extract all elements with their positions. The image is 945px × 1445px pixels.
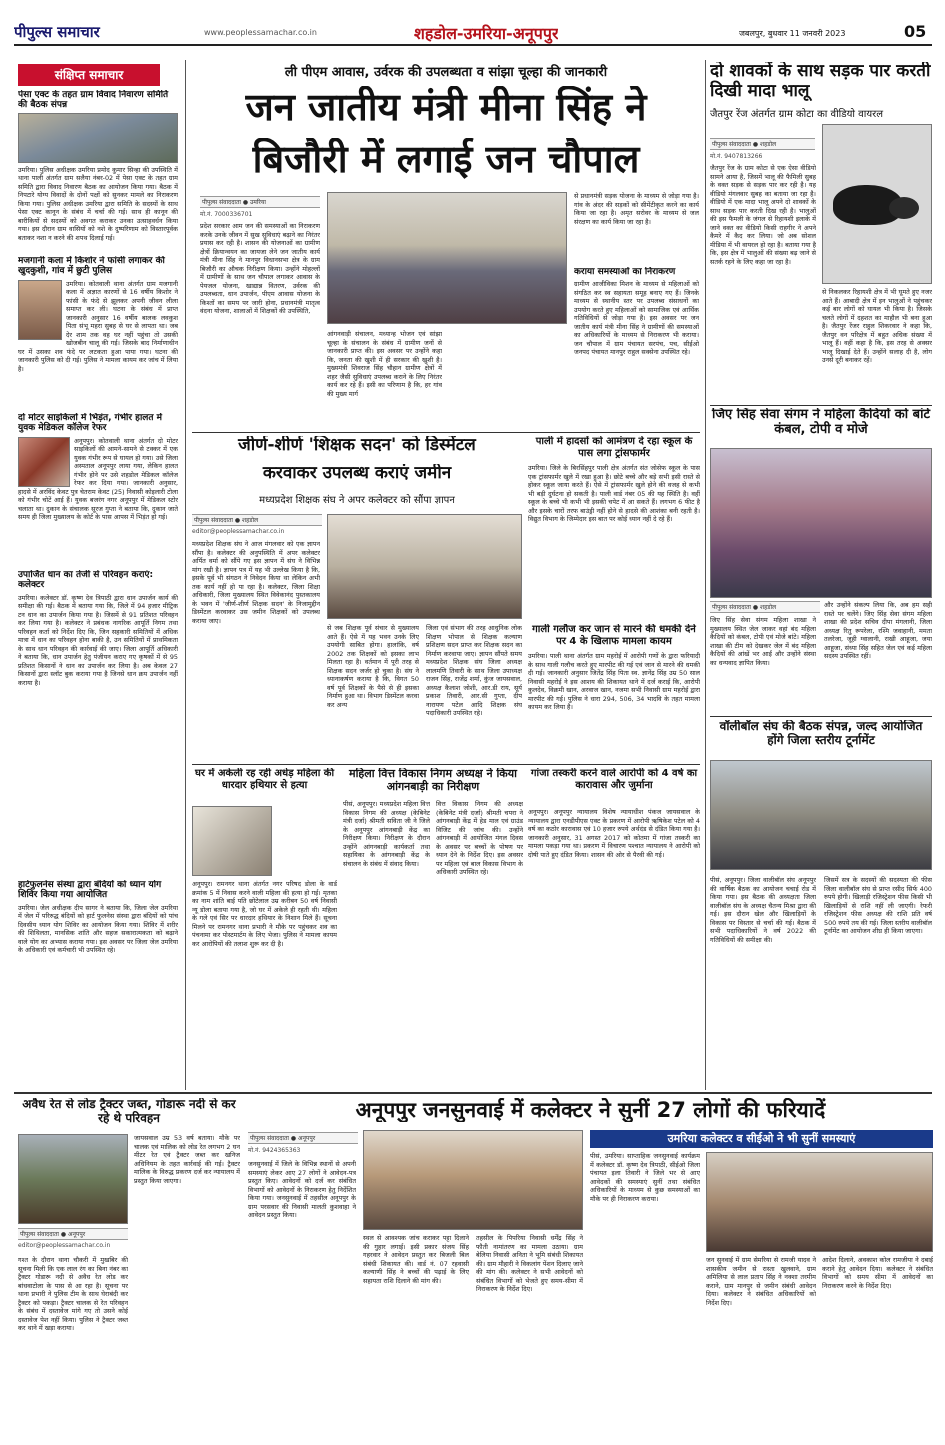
masthead-date: जबलपुर, बुधवार 11 जनवरी 2023 xyxy=(739,29,846,38)
jiyesingh-story xyxy=(710,408,932,713)
jiyesingh-body-2: और उन्होंने संकल्प लिया कि, अब हम सही रास्ते पर चलेंगे। जिए सिंह सेवा संगम महिला शाखा की प्रदेश सचिव दीपा मंगलानी, जिला अध्यक्ष रितु रूपरेला, रश्मि जवाहानी, ममता तलरेजा, जूही ग्वालानी, राखी आहूजा, जया आहूजा, संध्या सिंह सहित जेल एवं कई महिला सदस्य उपस्थित रहीं। xyxy=(824,601,932,660)
school-body-3: जिला एवं संभाग की तरह आधुनिक लोक शिक्षण भोपाल से शिक्षक कल्याण प्रशिक्षण सदन प्राप्त कर शिक्षक सदन का निर्माण करवाया जाए। ज्ञापन सौंपते समय मध्यप्रदेश शिक्षक संघ जिला अध्यक्ष लालमणि तिवारी के साथ जिला उपाध्यक्ष राजन सिंह, राजेंद्र शर्मा, कुंज जायसवाल, अध्यक्ष कैलाश जोशी, आर.डी राय, सूर्य प्रकाश तिवारी, आर.सी गुप्ता, दीप नारायण पटेल आदि शिक्षक संघ पदाधिकारी उपस्थित रहे। xyxy=(426,624,522,717)
lead-headline-2: बिजौरी में लगाई जन चौपाल xyxy=(252,138,640,181)
lead-body-1: प्रदेश सरकार आम जन की समस्याओं का निराकरण करके उनके जीवन में सुख सुविधाएं बढ़ाने का निरंतर प्रयास कर रही है। शासन की योजनाओं का ग्रामीण क्षेत्रों क्रियान्वयन का जायजा लेने जन जातीय कार्य मंत्री मीना सिंह ने मानपुर विधानसभा क्षेत्र के ग्राम बिजौरी का औचक निरीक्षण किया। उन्होंने मोहल्लों में ग्रामीणों के साथ जन चौपाल लगाकर आवास के पेयजल योजना, खाद्यान्न वितरण, उर्वरक की उपलब्धता, धान उपार्जन, पीएम आवास योजना के किश्तों का समय पर जारी होना, प्रधानमंत्री मातृत्व वंदना योजना, शालाओं में शिक्षकों की उपस्थिति, xyxy=(200,222,320,315)
sankshipt-head-5: हार्टफुलनेस संस्था द्वारा बंदियों को ध्यान योग शिविर किया गया आयोजित xyxy=(18,880,162,901)
bear-photo xyxy=(822,124,932,284)
sankshipt-head-4: उपार्जित धान का तेजी से परिवहन कराएं: कलेक्टर xyxy=(18,570,154,591)
anganwadi-body-2: वित्त विकास निगम की अध्यक्ष (केबिनेट मंत्री दर्जा) श्रीमती चपरा ने आंगनबाड़ी केंद्र में हेड माल एवं ग्राउंड विजिट की जांच की। उन्होंने आंगनबाड़ी में आयोजित मंगल दिवस के अवसर पर बच्चों के पोषण पर ध्यान देने के निर्देश दिए। इस अवसर पर महिला एवं बाल विकास विभाग के अधिकारी उपस्थित रहे। xyxy=(436,800,523,876)
accident-photo xyxy=(18,437,70,487)
sand-email[interactable]: editor@peoplessamachar.co.in xyxy=(18,1242,111,1249)
bear-headline: दो शावकों के साथ सड़क पार करती दिखी मादा भालू xyxy=(710,62,931,101)
threat-headline: गाली गलौज कर जान से मारने की धमकी देने पर 4 के खिलाफ मामला कायम xyxy=(532,624,696,647)
school-story xyxy=(192,436,522,761)
masthead-website[interactable]: www.peoplessamachar.co.in xyxy=(204,28,317,37)
bear-credit: पीपुल्स संवाददाता ● शहडोल xyxy=(710,138,815,150)
bear-body-2: से निकलकर रिहायशी क्षेत्र में भी घूमते हुए नजर आते हैं। आबादी क्षेत्र में इन भालुओं ने पहुंचकर कई बार लोगों को घायल भी किया है। जिसके चलते लोगों में दहशत का माहौल भी बना हुआ है। जैतपुर रेंजर राहुल शिकरवार ने कहा कि, जैतपुर वन परिक्षेत्र में बहुत अधिक संख्या में भालू हैं। वहीं कहा है कि, इस तरह से अक्सर भालू दिखाई देते हैं। उन्होंने सलाह दी है, लोग उनसे दूरी बनाकर रहें। xyxy=(822,288,932,364)
ganja-headline: गांजा तस्करी करने वाले आरोपी को 4 वर्ष का कारावास और जुर्माना xyxy=(530,768,698,791)
masthead-edition: शहडोल-उमरिया-अनूपपुर xyxy=(414,24,559,43)
lead-body-4: ग्रामीण आजीविका मिशन के माध्यम से महिलाओं को संगठित कर स्व सहायता समूह बनाए गए हैं। जिनके माध्यम से स्थानीय स्तर पर उपलब्ध संसाधनों का उपयोग करते हुए महिलाओं को सामाजिक एवं आर्थिक गतिविधियों से जोड़ा गया है। इस अवसर पर जन जातीय कार्य मंत्री मीना सिंह ने ग्रामीणों की समस्याओं का अधिकारियों के माध्यम से निराकरण भी कराया। जन चौपाल में ग्राम पंचायत सरपंच, पच, सीईओ जनपद पंचायत मानपुर राहुल सक्सेना उपस्थित रहे। xyxy=(574,280,699,356)
sankshipt-item-1 xyxy=(18,90,178,250)
sankshipt-item-5 xyxy=(18,880,178,1080)
bear-body-1: जैतपुर रेंज के ग्राम कोटा से एक ऐसा वीडियो सामने आया है, जिसमें भालू की फैमिली सुबह के वक्त सड़क से सड़क पार कर रही है। यह वीडियो मंगलवार सुबह का बताया जा रहा है। वीडियो में एक मादा भालू अपने दो शावकों के साथ सड़क पार करती दिख रही है। भालुओं की इस फैमली के जंगल से रिहायशी इलाके में जाने वक्त का वीडियो किसी राहगीर ने अपने कैमरे में कैद कर लिया। जो अब सोशल मीडिया में भी वायरल हो रहा है। बताया गया है कि, इस क्षेत्र में भालुओं की संख्या बढ़ जाने से सतर्क रहने के लिए कहा जा रहा है। xyxy=(710,164,816,266)
umaria-collector-body-2: जन सुनवाई में ग्राम सेमरिया से रामजी यादव ने शासकीय जमीन से रास्ता खुलवाने, ग्राम अमिलिया से लाल प्रताप सिंह ने नक्शा तरमीम कराने, ग्राम मानपुर से जमीन संबंधी आवेदन दिया। कलेक्टर ने संबंधित अधिकारियों को निर्देश दिए। xyxy=(706,1256,816,1307)
sankshipt-body-4: उमरिया। कलेक्टर डॉ. कृष्ण देव त्रिपाठी द्वारा धान उपार्जन कार्य की समीक्षा की गई। बैठक में बताया गया कि, जिले में 94 हजार मीट्रिक टन धान का उपार्जन किया गया है। जिसमें से 91 प्रतिशत परिवहन कर लिया गया है। कलेक्टर ने प्रबंधक नागरिक आपूर्ति निगम तथा परिवहन कर्ता को निर्देश दिए कि, जिन सहकारी समितियों में अधिक मात्रा में धान का परिवहन होना बाकी है, उन समितियों में प्राथमिकता के साथ धान परिवहन की कार्रवाई की जाए। जिला आपूर्ति अधिकारी ने बताया कि, धान उपार्जन हेतु पंजीयन कराए गए कृषकों में से 95 प्रतिशत किसानों ने धान का उपार्जन कर लिया है। अब केवल 27 किसानों द्वारा स्लॉट बुक कराया गया है जिनसे धान क्रय उपार्जन नहीं कराया है। xyxy=(18,593,178,687)
sankshipt-head-1: पेसा एक्ट के तहत ग्राम विवाद निवारण समिति की बैठक संपन्न xyxy=(18,90,169,111)
bear-story xyxy=(710,62,932,402)
threat-body: उमरिया। पाली थाना अंतर्गत ग्राम महरोई में आरोपी गणों के द्वारा फरियादी के साथ गाली गलौच करते हुए मारपीट की गई एवं जान से मारने की धमकी दी गई। जानकारी अनुसार जितेंद्र सिंह पिता स्व. ज्ञानेंद्र सिंह उम्र 50 साल निवासी महरोई ने इस आशय की शिकायत थाने में दर्ज कराई कि, आरोपी कुलदेव, विक्रमी खान, अरवाज खान, नजमा सभी निवासी ग्राम महरोई द्वारा मारपीट की गई। पुलिस ने धारा 294, 506, 34 भादवि के तहत मामला कायम कर लिया है। xyxy=(528,652,700,711)
lead-mobile: मो.नं. 7000336701 xyxy=(200,211,253,218)
sankshipt-body-2: उमरिया। कोतवाली थाना अंतर्गत ग्राम मजगानी कला में अज्ञात कारणों से 16 वर्षीय किशोर ने फांसी के फंदे से झूलकर अपनी जीवन लीला समाप्त कर ली। घटना के संबंध में प्राप्त जानकारी अनुसार 16 वर्षीय बालक लवकुश पिता संभू महरा सुबह से घर से लापता था। जब देर शाम तक वह घर नहीं पहुंचा तो उसकी खोजबीन चालू की गई। जिसके बाद निर्माणाधीन घर में उसका शव फंदे पर लटकता हुआ पाया गया। घटना की जानकारी पुलिस को दी गई। पुलिस ने मामला कायम कर जांच में लिया है। xyxy=(18,279,178,373)
sankshipt-body-5: उमरिया। जेल अधीक्षक दीप सागर ने बताया कि, जिला जेल उमरिया में जेल में परिरुद्ध बंदियों को हार्ट फुलनेस संस्था द्वारा बंदियों को पांच दिवसीय ध्यान योग शिविर का आयोजन किया गया। शिविर में शरीर की शिथिलता, मानसिक शांति और सहज सकारात्मकता को बढ़ाने वाले योग का अभ्यास कराया गया। इस अवसर पर जिला जेल उमरिया के अधिकारी एवं कर्मचारी भी उपस्थित रहे। xyxy=(18,903,178,955)
lead-body-2: आंगनवाड़ी संचालन, मध्यान्ह भोजन एवं सांझा चूल्हा के संचालन के संबंध में ग्रामीण जनों से जानकारी प्राप्त की। इस अवसर पर उन्होंने कहा कि, जनता की खुशी में ही सरकार की खुशी है। मुख्यमंत्री शिवराज सिंह चौहान ग्रामीण क्षेत्रों में शहर जैसी सुविधाएं उपलब्ध कराने के लिए निरंतर कार्य कर रहे हैं। इसी का परिणाम है कि, हर गांव की मुख्य मार्ग xyxy=(327,330,442,398)
sand-credit: पीपुल्स संवाददाता ● अनूपपुर xyxy=(18,1228,128,1240)
jansunwai-mobile: मो.नं. 9424365363 xyxy=(248,1147,301,1154)
umaria-collector-photo xyxy=(706,1152,933,1252)
umaria-collector-body-3: आदेश दिलाने, अवकाश कोल रामजीया ने दबाई कराने हेतु आवेदन दिया। कलेक्टर ने संबंधित विभागों को समय सीमा में आवेदनों का निराकरण करने के निर्देश दिए। xyxy=(822,1256,933,1290)
pali-headline: पाली में हादसों को आमंत्रण दे रहा स्कूल के पास लगा ट्रांसफार्मर xyxy=(535,436,693,459)
sankshipt-item-2 xyxy=(18,256,178,406)
sand-story xyxy=(18,1098,240,1438)
lead-body-2b xyxy=(450,330,567,420)
umaria-collector-body-1: पीसं, उमरिया। साप्ताहिक जनसुनवाई कार्यक्रम में कलेक्टर डॉ. कृष्ण देव त्रिपाठी, सीईओ जिला पंचायत इला तिवारी ने जिले भर से आए आवेदकों की समस्याएं सुनीं तथा संबंधित अधिकारियों के माध्यम से कुछ समस्याओं का मौके पर ही निराकरण कराया। xyxy=(590,1152,700,1203)
ganja-story xyxy=(528,768,700,1088)
jansunwai-body-1: जनसुनवाई में जिले के विभिन्न स्थानों से अपनी समस्याएं लेकर आए 27 लोगों ने आवेदन-पत्र प्रस्तुत किए। आवेदनों को दर्ज कर संबंधित विभागों को आवेदनों के निराकरण हेतु निर्देशित किया गया। जनसुनवाई में तहसील अनूपपुर के ग्राम परसवार की निवासी मालती कुशवाहा ने आवेदन प्रस्तुत किया। xyxy=(248,1160,356,1219)
jansunwai-body-2: स्थल से आवश्यक जांच कराकर पट्टा दिलाने की गुहार लगाई। इसी प्रकार संजय सिंह गहरवार ने आवेदन प्रस्तुत कर बिजली बिल संबंधी शिकायत की। वार्ड नं. 07 रहवासी कल्याणी सिंह ने बच्चों की पढ़ाई के लिए सहायता राशि दिलाने की मांग की। xyxy=(363,1234,469,1285)
bear-subhead: जैतपुर रेंज अंतर्गत ग्राम कोटा का वीडियो वायरल xyxy=(710,109,884,120)
jansunwai-story xyxy=(248,1098,933,1438)
school-email[interactable]: editor@peoplessamachar.co.in xyxy=(192,528,285,535)
volleyball-story xyxy=(710,720,932,1090)
anganwadi-headline: महिला वित्त विकास निगम अध्यक्ष ने किया आंगनबाड़ी का निरीक्षण xyxy=(349,768,517,793)
widow-headline: घर में अकेली रह रही अधेड़ महिला की धारदार हथियार से हत्या xyxy=(194,768,335,791)
school-headline-1: जीर्ण-शीर्ण 'शिक्षक सदन' को डिस्मेंटल xyxy=(238,436,476,455)
lead-headline-1: जन जातीय मंत्री मीना सिंह ने xyxy=(245,86,647,129)
volleyball-photo xyxy=(710,760,932,870)
sankshipt-head-3: दो मोटर साइकिलों में भिड़ंत, गंभीर हालत में युवक मेडिकल कॉलेज रेफर xyxy=(18,413,163,434)
masthead xyxy=(14,22,932,46)
pali-body: उमरिया। जिले के बिरसिंहपुर पाली क्षेत्र अंतर्गत संत जोसेफ स्कूल के पास एक ट्रांसफार्मर खुले में रखा हुआ है। छोटे बच्चे और बड़े सभी इसी रास्ते से होकर स्कूल जाया करते हैं। ऐसे में ट्रांसफार्मर खुले होने की वजह से कभी भी बड़ी दुर्घटना हो सकती है। पाली वार्ड नंबर 05 की यह स्थिति है। वहीं स्कूल के बच्चे भी कभी भी इसकी चपेट में आ सकते हैं। लगभग 6 फीट है और इसके चारों तरफ बाउंड्री नहीं होने से हादसे की आशंका बनी रहती है। विद्युत विभाग के जिम्मेदार इस बात पर कोई ध्यान नहीं दे रहे हैं। xyxy=(528,464,700,523)
lead-body-3: से प्रधानमंत्री सड़क योजना के माध्यम से जोड़ा गया है। गांव के अंदर की सड़कों को सीमेंटीकृत करने का कार्य किया जा रहा है। अमृत सरोवर के माध्यम से जल संरक्षण का कार्य किया जा रहा है। xyxy=(574,192,699,226)
lead-subhead: कराया समस्याओं का निराकरण xyxy=(574,267,676,277)
sankshipt-body-3: अनूपपुर। कोतवाली थाना अंतर्गत दो मोटर साइकिलों की आमने-सामने से टक्कर में एक युवक गंभीर रूप से घायल हो गया। उसे जिला अस्पताल अनूपपुर लाया गया, लेकिन हालत गंभीर होने पर उसे शहडोल मेडिकल कॉलेज रेफर कर दिया गया। जानकारी अनुसार, हादसे में अरविंद केवट पुत्र चेतराम केवट (25) निवासी कोइलारी टोला को गंभीर चोटें आई हैं। युवक बजरंग नगर अनूपपुर में मेडिकल स्टोर चलाता था। दुकान के संचालक सूरज गुप्ता ने बताया कि, दुकान जाते समय ही जिला मुख्यालय के कोर्ट के पास आपस में भिड़ंत हो गई। xyxy=(18,436,178,522)
sankshipt-body-1: उमरिया। पुलिस अधीक्षक उमरिया प्रमोद कुमार सिन्हा की उपस्थिति में थाना पाली अंतर्गत ग्राम सलैया नंबर-02 में पेसा एक्ट के तहत ग्राम समिति द्वारा विवाद निवारण बैठक का आयोजन किया गया। बैठक में निपटारे योग्य विवादों के दोनों पक्षों को सुनकर मामले का निराकरण किया गया। पुलिस अधीक्षक उमरिया द्वारा समिति के सदस्यों के साथ पेसा एक्ट कानून के संबंध में चर्चा की गई। साथ ही कानून की बारीकियों से सदस्यों को अवगत कराकर उनका उत्साहवर्धन किया गया। इस दौरान ग्राम वासियों को नशे के दुष्परिणाम को विस्तारपूर्वक बताकर नशा न करने की शपथ दिलाई गई। xyxy=(18,165,178,242)
memorandum-photo xyxy=(327,514,522,619)
sankshipt-item-4 xyxy=(18,570,178,700)
widow-story xyxy=(192,768,337,1088)
sand-headline: अवैध रेत से लोड ट्रैक्टर जब्त, गोडारू नदी से कर रहे थे परिवहन xyxy=(22,1098,236,1125)
anganwadi-story xyxy=(343,768,523,1088)
sand-body: गश्त के दौरान थाना चौकरी में मुखबिर की सूचना मिली कि एक लाल रंग का बिना नंबर का ट्रैक्टर गोडारू नदी से अवैध रेत लोड कर बांधवाटोला के पास से आ रहा है। सूचना पर थाना प्रभारी ने पुलिस टीम के साथ घेराबंदी कर ट्रैक्टर को पकड़ा। ट्रैक्टर चालक से रेत परिवहन के संबंध में दस्तावेज मांगे गए तो उसने कोई दस्तावेज पेश नहीं किया। पुलिस ने ट्रैक्टर जब्त कर थाने में खड़ा कराया। xyxy=(18,1256,128,1332)
school-body-2: से जब शिक्षक पूर्व संचार से मुख्यालय आते हैं। ऐसे में यह भवन उनके लिए उपयोगी साबित होगा। हालांकि, वर्ष 2002 तक शिक्षकों को इसका लाभ मिलता रहा है। वर्तमान में पूरी तरह से शिक्षक सदन जर्जर हो चुका है। संघ ने ध्यानाकर्षण कराया है कि, विगत 50 वर्ष पूर्व शिक्षकों के पैसे से ही इसका निर्माण हुआ था। विभाग डिस्मेंटल करवा कर अन्य xyxy=(327,624,419,709)
masthead-logo xyxy=(14,22,164,44)
sankshipt-label: संक्षिप्त समाचार xyxy=(18,64,160,86)
jansunwai-credit: पीपुल्स संवाददाता ● अनूपपुर xyxy=(248,1132,358,1144)
jiyesingh-body-1: जिए सिंह सेवा संगम महिला शाखा ने मुख्यालय स्थित जेल जाकर वहां बंद महिला कैदियों को कंबल, टोपी एवं मोजे बांटे। महिला शाखा की टीम को देखकर जेल में बंद महिला कैदियों की आंखें भर आईं और उन्होंने संस्था का धन्यवाद ज्ञापित किया। xyxy=(710,616,816,667)
page-number: 05 xyxy=(904,22,927,41)
umaria-collector-box xyxy=(590,1130,933,1436)
school-subhead: मध्यप्रदेश शिक्षक संघ ने अपर कलेक्टर को सौंपा ज्ञापन xyxy=(259,495,455,506)
blanket-photo xyxy=(710,448,932,598)
volleyball-body-1: पीसं, अनूपपुर। जिला वालीबॉल संघ अनूपपुर की वार्षिक बैठक का आयोजन चचाई रोड में किया गया। इस बैठक की अध्यक्षता जिला वालीबॉल संघ के अध्यक्ष चैतन्य मिश्रा द्वारा की गई। इस दौरान खेल और खिलाड़ियों के विकास पर विस्तार से चर्चा की गई। बैठक में सभी पदाधिकारियों ने वर्ष 2022 की गतिविधियों की समीक्षा की। xyxy=(710,876,816,944)
boy-photo xyxy=(18,280,62,340)
lead-kicker: ली पीएम आवास, उर्वरक की उपलब्धता व सांझा चूल्हा की जानकारी xyxy=(284,65,608,80)
crime-photo xyxy=(192,806,272,876)
volleyball-body-2: जिसमें सत्र के सदस्यों की सदस्यता की फीस जिला वालीबॉल संघ से प्राप्त रसीद सिर्फ 400 रुपये होगी। खिलाड़ी रजिस्ट्रेशन फीस किसी भी खिलाड़ियों से राशि नहीं ली जाएगी। रेफरी रजिस्ट्रेशन फीस अध्यक्ष की राशि प्रति वर्ष 500 रुपये तय की गई। जिला स्तरीय वालीबॉल टूर्नामेंट का आयोजन शीघ्र ही किया जाएगा। xyxy=(824,876,932,935)
bear-mobile: मो.नं. 9407813266 xyxy=(710,153,763,160)
sand-body-2: जायसवाल उम्र 53 वर्ष बताया। मौके पर चालक एवं मालिक को लोड रेत लगभग 2 घन मीटर रेत एवं ट्रैक्टर जब्त कर खनिज अधिनियम के तहत कार्रवाई की गई। ट्रैक्टर मालिक के विरुद्ध प्रकरण दर्ज कर न्यायालय में प्रस्तुत किया जाएगा। xyxy=(134,1134,240,1185)
logo-text: पीपुल्स समाचार xyxy=(14,23,100,41)
lead-story xyxy=(192,62,700,427)
umaria-collector-headline: उमरिया कलेक्टर व सीईओ ने भी सुनीं समस्याएं xyxy=(590,1130,933,1148)
anganwadi-body-1: पीसं, अनूपपुर। मध्यप्रदेश महिला वित्त विकास निगम की अध्यक्ष (केबिनेट मंत्री दर्जा) श्रीमती सविता जी ने जिले के अनूपपुर आंगनबाड़ी केंद्र का निरीक्षण किया। निरीक्षण के दौरान उन्होंने आंगनबाड़ी कार्यकर्ता तथा सहायिका के आंगनबाड़ी केंद्र के संचालन के संबंध में संवाद किया। xyxy=(343,800,430,868)
jiyesingh-headline: जिए सिंह सेवा संगम ने महिला कैदियों को बांटे कंबल, टोपी व मोजे xyxy=(711,408,931,437)
sankshipt-head-2: मजगानी कला में किशोर ने फांसी लगाकर की खुदकुशी, गांव में छुटी पुलिस xyxy=(18,256,165,277)
school-body-1: मध्यप्रदेश शिक्षक संघ ने आज मंगलवार को एक ज्ञापन सौंपा है। कलेक्टर की अनुपस्थिति में अपर कलेक्टर अर्पित वर्मा को सौंपे गए इस ज्ञापन में संघ ने विभिन्न मांग रखी है। ज्ञापन पत्र में यह भी उल्लेख किया है कि, इसके पूर्व भी संगठन ने निवेदन किया था लेकिन अभी तक कार्य नहीं हो पा रहा है। कलेक्टर, जिला शिक्षा अधिकारी, जिला मुख्यालय स्थित विवेकानंद पुस्तकालय के भवन में 'जीर्ण-शीर्ण शिक्षक सदन' के निजामुद्दीन डिस्मेंटल करवाकर उस जमीन शिक्षकों को उपलब्ध कराया जाए। xyxy=(192,540,320,625)
tractor-photo xyxy=(18,1134,128,1224)
jiyesingh-credit: पीपुल्स संवाददाता ● शहडोल xyxy=(710,601,820,613)
school-credit: पीपुल्स संवाददाता ● शहडोल xyxy=(192,514,322,526)
school-headline-2: करवाकर उपलब्ध कराएं जमीन xyxy=(262,464,452,483)
jansunwai-photo xyxy=(363,1130,583,1230)
jansunwai-body-3: तहसील के पिपरिया निवासी धर्मेंद्र सिंह ने फौती नामांतरण का मामला उठाया। ग्राम बेलिया निवासी अनिता ने भूमि संबंधी शिकायत की। ग्राम मौहारी ने विकलांग पेंशन दिलाए जाने की मांग की। कलेक्टर ने सभी आवेदनों को संबंधित विभागों को भेजते हुए समय-सीमा में निराकरण के निर्देश दिए। xyxy=(476,1234,583,1293)
chaupal-photo xyxy=(327,192,567,324)
bear-cub-icon xyxy=(889,197,919,219)
ganja-body: अनूपपुर। अनूपपुर न्यायालय विशेष न्यायाधीश पंकज जायसवाल के न्यायालय द्वारा एनडीपीएस एक्ट के प्रकरण में आरोपी ऋषिकेश पटेल को 4 वर्ष का कठोर कारावास एवं 10 हजार रुपये अर्थदंड से दंडित किया गया है। जानकारी अनुसार, 31 अगस्त 2017 को कोतमा में गांजा तस्करी का मामला पकड़ा गया था। प्रकरण में विचारण पश्चात न्यायालय ने आरोपी को दोषी पाते हुए दंडित किया। शासन की ओर से पैरवी की गई। xyxy=(528,808,700,859)
threat-story xyxy=(528,624,700,764)
jansunwai-headline: अनूपपुर जनसुनवाई में कलेक्टर ने सुनीं 27 लोगों की फरियादें xyxy=(355,1098,826,1122)
lead-credit: पीपुल्स संवाददाता ● उमरिया xyxy=(200,196,320,208)
sankshipt-item-3 xyxy=(18,413,178,563)
widow-body: अनूपपुर। रामनगर थाना अंतर्गत नगर परिषद डोला के वार्ड क्रमांक 5 में निवास करने वाली महिला की हत्या हो गई। मृतका का नाम शांति बाई पति छोटेलाल उम्र करीबन 50 वर्ष निवासी न्यू डोला बताया गया है, जो घर में अकेले ही रहती थी। महिला के गले एवं सिर पर धारदार हथियार के निशान मिले हैं। सूचना मिलने पर रामनगर थाना प्रभारी ने मौके पर पहुंचकर शव का पंचनामा कर पोस्टमार्टम के लिए भेजा। पुलिस ने मामला कायम कर आरोपियों की तलाश शुरू कर दी है। xyxy=(192,880,337,948)
pali-story xyxy=(528,436,700,621)
meeting-photo xyxy=(18,113,178,163)
volleyball-headline: वॉलीबॉल संघ की बैठक संपन्न, जल्द आयोजित होंगे जिला स्तरीय टूर्नामेंट xyxy=(719,720,923,747)
